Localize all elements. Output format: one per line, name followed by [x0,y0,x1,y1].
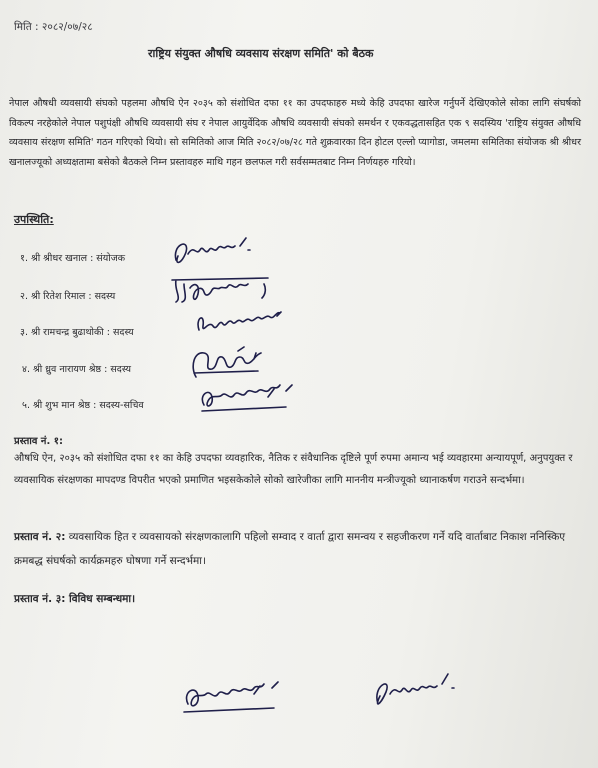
proposal-1-heading: प्रस्ताव नं. १: [14,436,63,447]
signature-sridhar-2 [368,664,468,714]
proposal-2 [14,525,586,573]
signature-dhruba [184,345,274,381]
proposal-3-heading: प्रस्ताव नं. ३: [14,593,66,605]
member-2: २. श्री रितेश रिमाल : सदस्य [20,291,116,302]
signature-sridhar-1 [168,230,268,274]
signature-ramchandra [193,308,288,338]
proposal-3 [14,592,135,606]
proposal-2-body: व्यवसायिक हित र व्यवसायको संरक्षणकालागि पहिलो सम्वाद र वार्ता द्वारा समन्वय र सहजीकरण गर्ने यदि वार्ताबाट निकाश ननिस्किए क्रमबद्ध संघर्षको कार्यक्रमहरु घोषणा गर्ने सन्दर्भमा। [14,531,566,567]
signature-ritesh [168,274,273,308]
proposal-1-body: औषधि ऐन, २०३५ को संशोधित दफा ११ का केहि उपदफा व्यवहारिक, नैतिक र संवैधानिक दृष्टिले पूर्ण रुपमा अमान्य भई व्यवहारमा अन्यायपूर्ण, अनुपयुक्त र व्यवसायिक संरक्षणका मापदण्ड विपरीत भएको प्रमाणित भइसकेकोले सोको खारेजीका लागि माननीय मन्त्रीज्यूको ध्यानाकर्षण गराउने सन्दर्भमा। [14,453,573,486]
attendance-heading: उपस्थिति: [14,213,54,226]
member-4: ४. श्री ध्रुव नारायण श्रेष्ठ : सदस्य [22,364,132,375]
member-5: ५. श्री शुभ मान श्रेष्ठ : सदस्य-सचिव [22,400,144,411]
proposal-2-heading: प्रस्ताव नं. २: [14,531,66,543]
member-3: ३. श्री रामचन्द्र बुढाथोकी : सदस्य [20,327,134,338]
signature-shubha-2 [178,676,288,720]
intro-paragraph: नेपाल औषधी व्यवसायी संघको पहलमा औषधि ऐन २०३५ को संशोधित दफा ११ का उपदफाहरु मध्ये केहि उपदफा खारेज गर्नुपर्ने देखिएकोले सोका लागि संघर्षको विकल्प नरहेकोले नेपाल पशुपंक्षी औषधि व्यवसायी संघ र नेपाल आयुर्वेदिक औषधि व्यवसायी संघको समर्थन र एकवद्धतासहित एक ९ सदस्यिय 'राष्ट्रिय संयुक्त औषधि व्यवसाय संरक्षण समिति' गठन गरिएको थियो। सो समितिको आज मिति २०८२/०७/२८ गते शुक्रवारका दिन होटल एल्लो प्यागोडा, जमलमा समितिका संयोजक श्री श्रीधर खनालज्यूको अध्यक्षतामा बसेको बैठकले निम्न प्रस्तावहरु माथि गहन छलफल गरी सर्वसम्मतबाट निम्न निर्णयहरु गरियो। [9,98,581,168]
signature-shubha-1 [196,381,301,415]
member-1: १. श्री श्रीधर खनाल : संयोजक [20,253,126,264]
document-title: राष्ट्रिय संयुक्त औषधि व्यवसाय संरक्षण समिति' को बैठक [148,47,374,60]
document-date: मिति : २०८२/०७/२८ [14,21,93,33]
proposal-3-body: विविध सम्बन्धमा। [69,593,136,605]
